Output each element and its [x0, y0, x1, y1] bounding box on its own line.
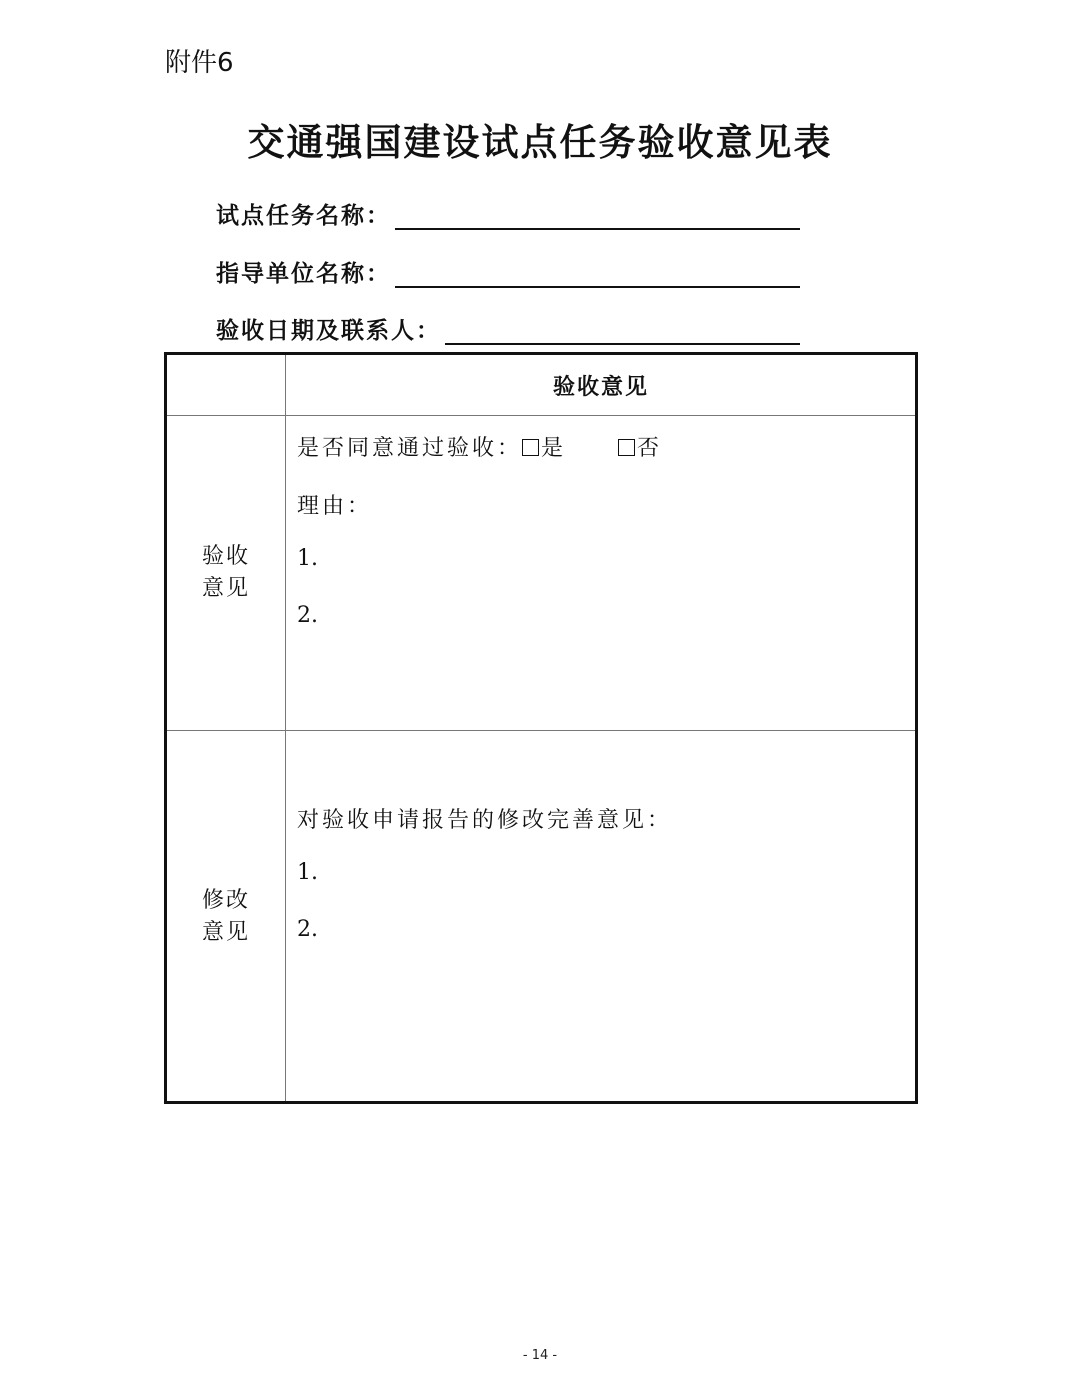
- guide-unit-field: [216, 248, 800, 288]
- page-number: - 14 -: [522, 1348, 558, 1363]
- attachment-label: 附件6: [165, 48, 234, 78]
- revision-prompt: 对验收申请报告的修改完善意见：: [297, 808, 673, 833]
- date-contact-label: 验收日期及联系人：: [216, 318, 441, 344]
- revision-opinion-row-label: [167, 885, 285, 949]
- option-yes-label: 是: [541, 436, 567, 461]
- date-contact-field: [216, 305, 800, 345]
- date-contact-blank-line[interactable]: [445, 313, 800, 345]
- table-column-divider: [285, 355, 286, 1101]
- revision-item-2[interactable]: 2.: [297, 917, 318, 942]
- reason-label: 理由：: [297, 494, 373, 519]
- revision-item-1[interactable]: 1.: [297, 860, 318, 885]
- table-row-divider: [167, 415, 915, 416]
- reason-item-1[interactable]: 1.: [297, 546, 318, 571]
- checkbox-yes-icon[interactable]: [522, 439, 539, 456]
- approval-question-text: 是否同意通过验收：: [297, 436, 523, 461]
- row-label-line: 意见: [201, 920, 250, 945]
- row-label-line: 修改: [201, 888, 250, 913]
- reason-item-2[interactable]: 2.: [297, 603, 318, 628]
- guide-unit-label: 指导单位名称：: [216, 261, 391, 287]
- guide-unit-blank-line[interactable]: [395, 256, 800, 288]
- task-name-label: 试点任务名称：: [216, 203, 391, 229]
- option-yes[interactable]: [522, 431, 566, 462]
- acceptance-opinion-table: [164, 352, 918, 1104]
- option-no-label: 否: [637, 436, 663, 461]
- checkbox-no-icon[interactable]: [618, 439, 635, 456]
- page-title: 交通强国建设试点任务验收意见表: [247, 121, 833, 164]
- task-name-field: [216, 190, 800, 230]
- task-name-blank-line[interactable]: [395, 198, 800, 230]
- table-header: 验收意见: [552, 374, 649, 400]
- table-row-divider: [167, 730, 915, 731]
- approval-question: [297, 431, 662, 462]
- option-no[interactable]: [618, 431, 662, 462]
- acceptance-opinion-row-label: [167, 541, 285, 605]
- row-label-line: 意见: [201, 576, 250, 601]
- row-label-line: 验收: [201, 544, 250, 569]
